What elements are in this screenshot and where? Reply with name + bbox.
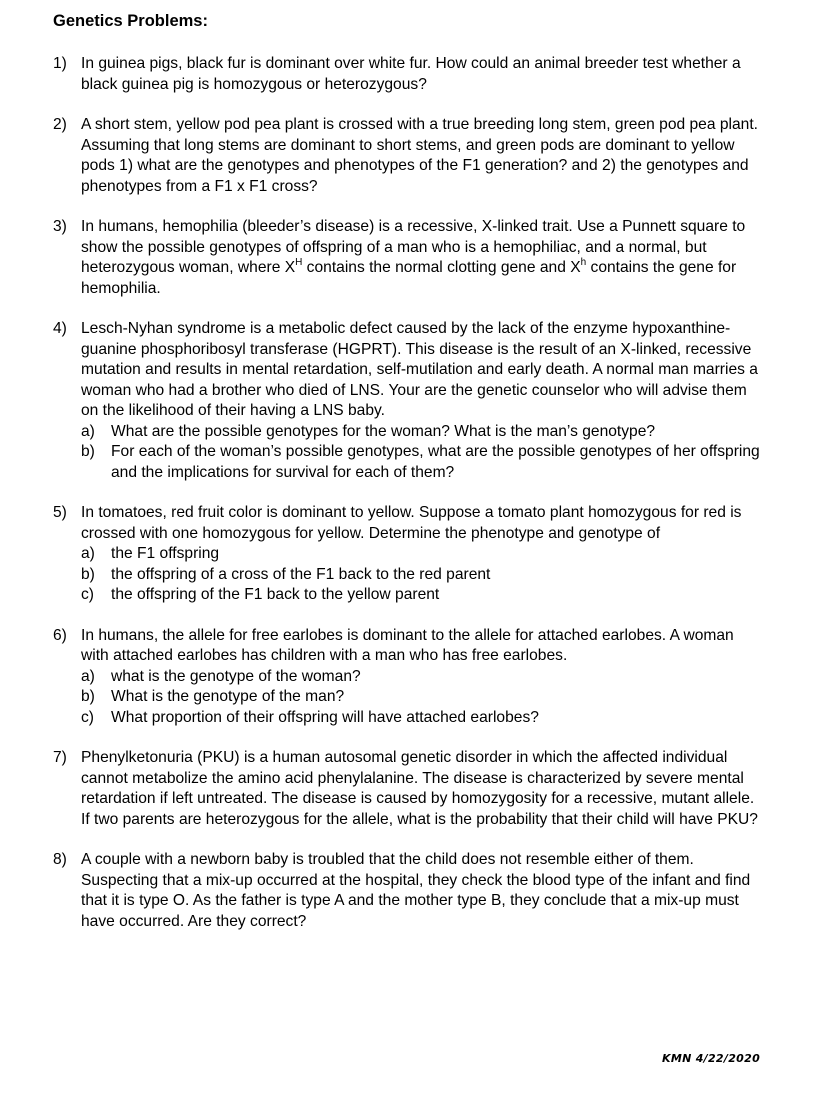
problem-number: 3) bbox=[53, 218, 67, 235]
problem-text: In humans, the allele for free earlobes is dominant to the allele for attached earlobes. A woman with attached earlobes has children with a man who has free earlobes. bbox=[81, 626, 734, 664]
problem-number: 7) bbox=[53, 749, 67, 766]
sub-question-text: what is the genotype of the woman? bbox=[111, 667, 361, 685]
problem-1 bbox=[53, 54, 763, 95]
problem-text-part: contains the normal clotting gene and X bbox=[302, 259, 581, 276]
sub-question-list bbox=[81, 422, 763, 484]
superscript-recessive-allele: h bbox=[580, 256, 587, 268]
sub-question-text: the offspring of the F1 back to the yellow parent bbox=[111, 586, 440, 603]
sub-question-letter: b) bbox=[81, 688, 95, 705]
problem-number: 4) bbox=[53, 320, 67, 337]
problem-text bbox=[81, 217, 763, 299]
problem-6 bbox=[53, 626, 763, 729]
sub-question-letter: b) bbox=[81, 443, 95, 460]
problem-8 bbox=[53, 850, 763, 932]
sub-question-list bbox=[81, 667, 763, 729]
sub-question-letter: a) bbox=[81, 422, 95, 440]
sub-question-text: What is the genotype of the man? bbox=[111, 688, 345, 705]
problem-number: 2) bbox=[53, 116, 67, 133]
sub-question-letter: a) bbox=[81, 667, 95, 685]
sub-question-letter: b) bbox=[81, 565, 95, 583]
problem-5 bbox=[53, 503, 763, 606]
sub-question bbox=[81, 708, 763, 729]
sub-question-text: What proportion of their offspring will have attached earlobes? bbox=[111, 708, 539, 726]
problem-7 bbox=[53, 748, 763, 830]
problem-number: 8) bbox=[53, 851, 67, 868]
sub-question-text: the F1 offspring bbox=[111, 545, 220, 562]
sub-question-list bbox=[81, 544, 763, 606]
page-title: Genetics Problems: bbox=[53, 12, 208, 30]
sub-question bbox=[81, 667, 763, 688]
problem-text: A short stem, yellow pod pea plant is crossed with a true breeding long stem, green pod pea plant. Assuming that long stems are dominant to short stems, and green pods are dominant to yellow pods 1) what are the genotypes and phenotypes of the F1 generation? and 2) the genotypes and phenotypes from a F1 x F1 cross? bbox=[81, 116, 758, 195]
sub-question bbox=[81, 565, 763, 586]
problem-list bbox=[53, 54, 763, 952]
problem-number: 5) bbox=[53, 504, 67, 521]
problem-number: 1) bbox=[53, 55, 67, 72]
sub-question-text: For each of the woman’s possible genotypes, what are the possible genotypes of her offspring and the implications for survival for each of them? bbox=[111, 443, 760, 481]
sub-question-letter: c) bbox=[81, 586, 94, 603]
problem-number: 6) bbox=[53, 626, 67, 644]
sub-question-text: the offspring of a cross of the F1 back to the red parent bbox=[111, 565, 491, 583]
problem-text-part: In humans, hemophilia (bleeder’s disease) is a recessive, X-linked trait. Use a Punnett square to show the possible genotypes of offspring of a man who is a hemophiliac, and a normal, but heterozygous woman, where X bbox=[81, 218, 746, 276]
problem-text: A couple with a newborn baby is troubled that the child does not resemble either of them. Suspecting that a mix-up occurred at the hospital, they check the blood type of the infant and find that it is type O. As the father is type A and the mother type B, they conclude that a mix-up must have occurred. Are they correct? bbox=[81, 851, 751, 930]
sub-question-letter: c) bbox=[81, 708, 94, 726]
sub-question bbox=[81, 544, 763, 565]
problem-text: Phenylketonuria (PKU) is a human autosomal genetic disorder in which the affected individual cannot metabolize the amino acid phenylalanine. The disease is characterized by severe mental retardation if left untreated. The disease is caused by homozygosity for a recessive, mutant allele. If two parents are heterozygous for the allele, what is the probability that their child will have PKU? bbox=[81, 749, 758, 828]
sub-question-letter: a) bbox=[81, 545, 95, 562]
problem-text: In tomatoes, red fruit color is dominant to yellow. Suppose a tomato plant homozygous for red is crossed with one homozygous for yellow. Determine the phenotype and genotype of bbox=[81, 504, 742, 542]
sub-question bbox=[81, 422, 763, 443]
problem-text-part: contains the gene for hemophilia. bbox=[81, 259, 737, 297]
superscript-dominant-allele: H bbox=[295, 256, 303, 268]
author-signature: KMN 4/22/2020 bbox=[662, 1052, 761, 1065]
problem-2 bbox=[53, 115, 763, 197]
problem-text: In guinea pigs, black fur is dominant over white fur. How could an animal breeder test whether a black guinea pig is homozygous or heterozygous? bbox=[81, 55, 741, 93]
problem-text: Lesch-Nyhan syndrome is a metabolic defect caused by the lack of the enzyme hypoxanthine-guanine phosphoribosyl transferase (HGPRT). This disease is the result of an X-linked, recessive mutation and results in mental retardation, self-mutilation and early death. A normal man marries a woman who had a brother who died of LNS. Your are the genetic counselor who will advise them on the likelihood of their having a LNS baby. bbox=[81, 320, 758, 419]
sub-question bbox=[81, 442, 763, 483]
problem-3 bbox=[53, 217, 763, 299]
sub-question bbox=[81, 585, 763, 606]
sub-question bbox=[81, 687, 763, 708]
sub-question-text: What are the possible genotypes for the woman? What is the man’s genotype? bbox=[111, 422, 656, 440]
problem-4 bbox=[53, 319, 763, 483]
